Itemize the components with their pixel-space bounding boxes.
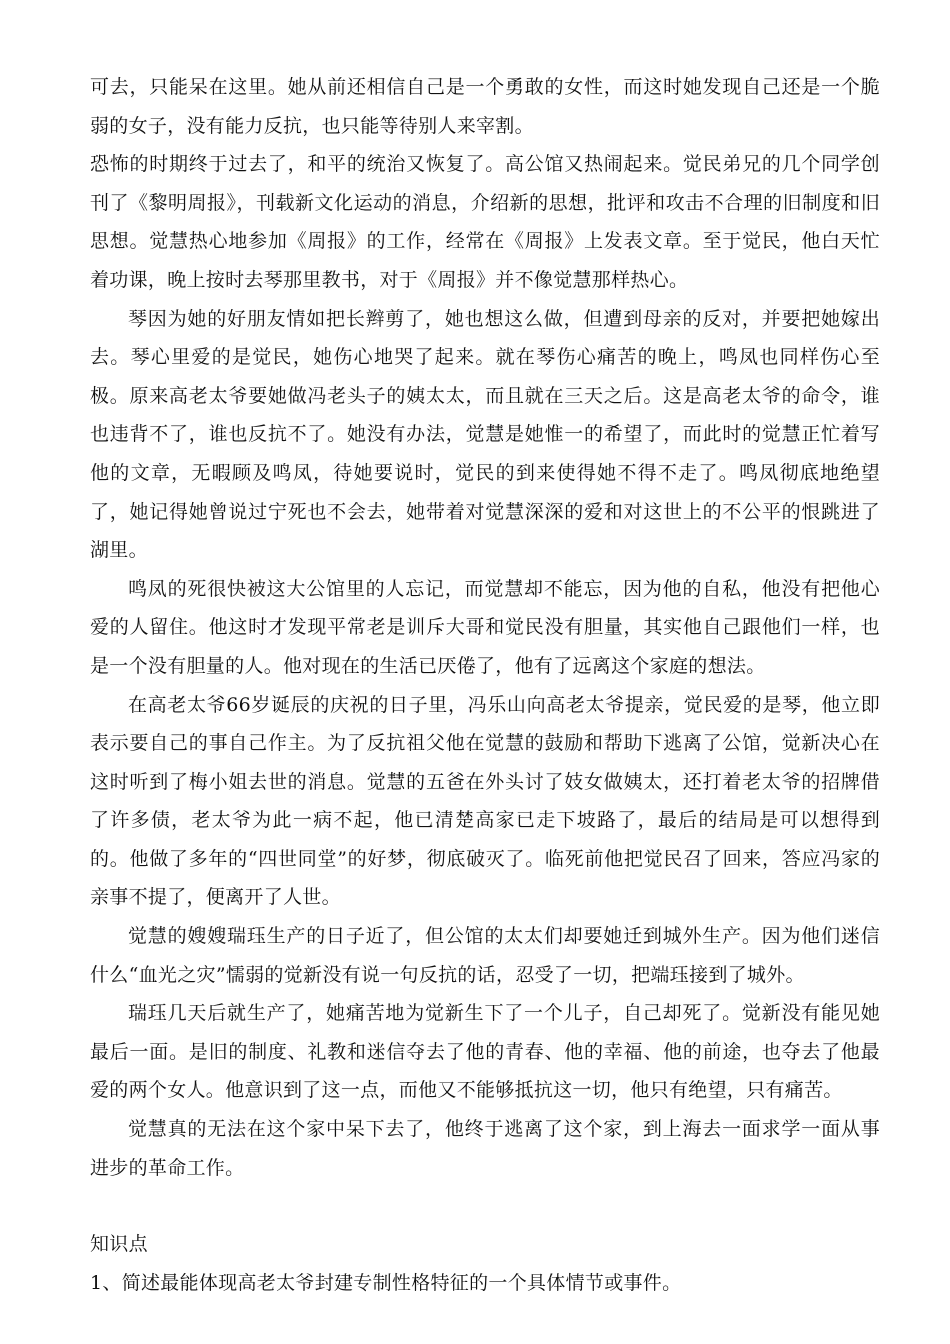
paragraph-4: 鸣凤的死很快被这大公馆里的人忘记，而觉慧却不能忘，因为他的自私，他没有把他心爱的人留住。他这时才发现平常老是训斥大哥和觉民没有胆量，其实他自己跟他们一样，也是一个没有胆量的人。他对现在的生活已厌倦了，他有了远离这个家庭的想法。 <box>90 577 880 677</box>
section-title-knowledge-points: 知识点 <box>90 1233 148 1256</box>
paragraph-1: 可去，只能呆在这里。她从前还相信自己是一个勇敢的女性，而这时她发现自己还是一个脆弱的女子，没有能力反抗，也只能等待别人来宰割。 <box>90 76 880 137</box>
paragraph-3: 琴因为她的好朋友情如把长辫剪了，她也想这么做，但遭到母亲的反对，并要把她嫁出去。琴心里爱的是觉民，她伤心地哭了起来。就在琴伤心痛苦的晚上，鸣凤也同样伤心至极。原来高老太爷要她做冯老头子的姨太太，而且就在三天之后。这是高老太爷的命令，谁也违背不了，谁也反抗不了。她没有办法，觉慧是她惟一的希望了，而此时的觉慧正忙着写他的文章，无暇顾及鸣凤，待她要说时，觉民的到来使得她不得不走了。鸣凤彻底地绝望了，她记得她曾说过宁死也不会去，她带着对觉慧深深的爱和对这世上的不公平的恨跳进了湖里。 <box>90 307 880 562</box>
paragraph-6: 觉慧的嫂嫂瑞珏生产的日子近了，但公馆的太太们却要她迁到城外生产。因为他们迷信什么“血光之灾”懦弱的觉新没有说一句反抗的话，忍受了一切，把端珏接到了城外。 <box>90 925 880 986</box>
paragraph-5: 在高老太爷66岁诞辰的庆祝的日子里，冯乐山向高老太爷提亲，觉民爱的是琴，他立即表示要自己的事自己作主。为了反抗祖父他在觉慧的鼓励和帮助下逃离了公馆，觉新决心在这时听到了梅小姐去世的消息。觉慧的五爸在外头讨了妓女做姨太，还打着老太爷的招牌借了许多债，老太爷为此一病不起，他已清楚高家已走下坡路了，最后的结局是可以想得到的。他做了多年的“四世同堂”的好梦，彻底破灭了。临死前他把觉民召了回来，答应冯家的亲事不提了，便离开了人世。 <box>90 693 880 909</box>
paragraph-2: 恐怖的时期终于过去了，和平的统治又恢复了。高公馆又热闹起来。觉民弟兄的几个同学创刊了《黎明周报》，刊载新文化运动的消息，介绍新的思想，批评和攻击不合理的旧制度和旧思想。觉慧热心地参加《周报》的工作，经常在《周报》上发表文章。至于觉民，他白天忙着功课，晚上按时去琴那里教书，对于《周报》并不像觉慧那样热心。 <box>90 153 880 291</box>
paragraph-7: 瑞珏几天后就生产了，她痛苦地为觉新生下了一个儿子，自己却死了。觉新没有能见她最后一面。是旧的制度、礼教和迷信夺去了他的青春、他的幸福、他的前途，也夺去了他最爱的两个女人。他意识到了这一点，而他又不能够抵抗这一切，他只有绝望，只有痛苦。 <box>90 1002 880 1102</box>
paragraph-8: 觉慧真的无法在这个家中呆下去了，他终于逃离了这个家，到上海去一面求学一面从事进步的革命工作。 <box>90 1118 880 1179</box>
document-page <box>90 68 880 1302</box>
question-1: 1、简述最能体现高老太爷封建专制性格特征的一个具体情节或事件。 <box>90 1271 682 1294</box>
